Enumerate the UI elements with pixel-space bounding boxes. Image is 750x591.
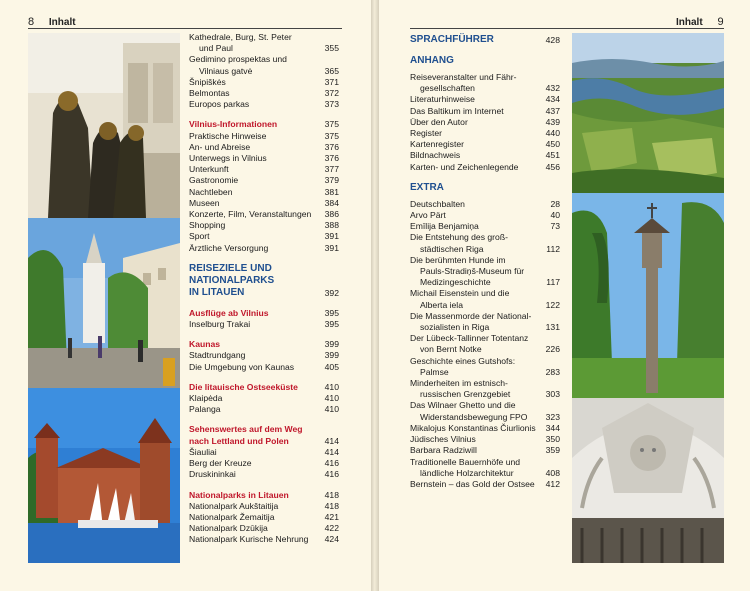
photo-vilnius-street — [28, 218, 180, 388]
right-running-head — [676, 16, 724, 28]
toc-entry[interactable]: Deutschbalten 28 — [410, 198, 560, 209]
toc-entry[interactable]: gesellschaften 432 — [420, 83, 560, 94]
toc-entry[interactable]: Praktische Hinweise 375 — [189, 130, 339, 141]
toc-section-heading[interactable]: Die litauische Ostseeküste 410 — [189, 381, 339, 392]
toc-entry[interactable]: Der Lübeck-Tallinner Totentanz — [410, 333, 529, 344]
toc-entry[interactable]: Das Wilnaer Ghetto und die — [410, 400, 516, 411]
toc-entry[interactable]: Alberta iela 122 — [420, 299, 560, 310]
toc-main-heading[interactable]: ANHANG — [410, 55, 454, 66]
toc-entry[interactable]: Bernstein – das Gold der Ostsee 412 — [410, 478, 560, 489]
toc-entry[interactable]: Literaturhinweise 434 — [410, 94, 560, 105]
toc-entry[interactable]: Konzerte, Film, Veranstaltungen 386 — [189, 209, 339, 220]
left-running-head — [28, 16, 76, 28]
toc-entry[interactable]: Die Entstehung des groß- — [410, 232, 508, 243]
toc-entry[interactable]: Das Baltikum im Internet 437 — [410, 105, 560, 116]
toc-entry[interactable]: Arvo Pärt 40 — [410, 210, 560, 221]
toc-entry[interactable]: Nationalpark Žemaitija 421 — [189, 511, 339, 522]
left-header-rule — [28, 28, 342, 29]
right-header-rule — [410, 28, 724, 29]
toc-main-heading[interactable]: SPRACHFÜHRER 428 — [410, 34, 560, 45]
toc-entry[interactable]: Palanga 410 — [189, 404, 339, 415]
toc-entry[interactable]: von Bernt Notke 226 — [420, 344, 560, 355]
toc-entry[interactable]: Medizingeschichte 117 — [420, 277, 560, 288]
toc-entry[interactable]: Gastronomie 379 — [189, 175, 339, 186]
toc-entry[interactable]: Die berühmten Hunde im — [410, 254, 506, 265]
toc-entry[interactable]: Mikalojus Konstantinas Čiurlionis 344 — [410, 422, 560, 433]
toc-entry[interactable]: An- und Abreise 376 — [189, 141, 339, 152]
toc-entry[interactable]: Inselburg Trakai 395 — [189, 319, 339, 330]
toc-entry[interactable]: Gedimino prospektas und — [189, 54, 287, 65]
toc-entry[interactable]: russischen Grenzgebiet 303 — [420, 389, 560, 400]
toc-entry[interactable]: Klaipėda 410 — [189, 393, 339, 404]
toc-entry[interactable]: Emīlija Benjamiņa 73 — [410, 221, 560, 232]
toc-entry[interactable]: Nationalpark Aukštaitija 418 — [189, 500, 339, 511]
toc-section-heading[interactable]: Vilnius-Informationen 375 — [189, 119, 339, 130]
toc-entry[interactable]: Geschichte eines Gutshofs: — [410, 355, 516, 366]
toc-entry[interactable]: Kathedrale, Burg, St. Peter — [189, 32, 292, 42]
toc-entry[interactable]: Ärztliche Versorgung 391 — [189, 242, 339, 253]
toc-entry[interactable]: städtischen Riga 112 — [420, 243, 560, 254]
toc-entry[interactable]: Šnipiškės 371 — [189, 76, 339, 87]
toc-main-heading[interactable]: REISEZIELE UND NATIONALPARKS IN LITAUEN 392 — [189, 262, 339, 298]
right-page-number: 9 — [717, 16, 724, 28]
toc-entry[interactable]: Berg der Kreuze 416 — [189, 458, 339, 469]
toc-entry[interactable]: Karten- und Zeichenlegende 456 — [410, 161, 560, 172]
toc-entry[interactable]: Pauls-Stradiņš-Museum für — [420, 266, 525, 277]
toc-section-heading[interactable]: Sehenswertes auf dem Weg — [189, 424, 303, 435]
toc-entry[interactable]: Register 440 — [410, 128, 560, 139]
toc-section-heading[interactable]: Ausflüge ab Vilnius 395 — [189, 307, 339, 318]
toc-entry[interactable]: Unterwegs in Vilnius 376 — [189, 153, 339, 164]
toc-entry[interactable]: Die Umgebung von Kaunas 405 — [189, 361, 339, 372]
toc-entry[interactable]: Reiseveranstalter und Fähr- — [410, 72, 517, 82]
toc-entry[interactable]: Sport 391 — [189, 231, 339, 242]
toc-entry[interactable]: Europos parkas 373 — [189, 99, 339, 110]
toc-entry[interactable]: Michail Eisenstein und die — [410, 288, 510, 299]
toc-entry[interactable]: Bildnachweis 451 — [410, 150, 560, 161]
right-toc — [410, 34, 560, 490]
photo-baroque-ornament — [572, 398, 724, 563]
toc-entry[interactable]: Belmontas 372 — [189, 88, 339, 99]
toc-entry[interactable]: Nachtleben 381 — [189, 186, 339, 197]
toc-entry[interactable]: Über den Autor 439 — [410, 116, 560, 127]
right-running-title: Inhalt — [676, 17, 703, 28]
toc-entry[interactable]: Jüdisches Vilnius 350 — [410, 434, 560, 445]
toc-entry[interactable]: Stadtrundgang 399 — [189, 350, 339, 361]
photo-wooden-shrine — [572, 193, 724, 398]
book-gutter — [371, 0, 379, 591]
toc-section-heading[interactable]: Nationalparks in Litauen 418 — [189, 489, 339, 500]
toc-entry[interactable]: Widerstandsbewegung FPO 323 — [420, 411, 560, 422]
toc-section-heading[interactable]: Kaunas 399 — [189, 339, 339, 350]
left-toc — [189, 32, 339, 546]
toc-entry[interactable]: Traditionelle Bauernhöfe und — [410, 456, 521, 467]
toc-entry[interactable]: und Paul 355 — [199, 43, 339, 54]
toc-entry[interactable]: Palmse 283 — [420, 366, 560, 377]
left-running-title: Inhalt — [48, 17, 76, 28]
toc-entry[interactable]: Barbara Radziwill 359 — [410, 445, 560, 456]
toc-entry[interactable]: Shopping 388 — [189, 220, 339, 231]
photo-bronze-statues — [28, 33, 180, 218]
toc-entry[interactable]: ländliche Holzarchitektur 408 — [420, 467, 560, 478]
toc-entry[interactable]: Museen 384 — [189, 197, 339, 208]
photo-lake-landscape — [572, 33, 724, 193]
toc-section-heading[interactable]: nach Lettland und Polen 414 — [189, 435, 339, 446]
toc-entry[interactable]: Nationalpark Kurische Nehrung 424 — [189, 534, 339, 545]
toc-entry[interactable]: Vilniaus gatvė 365 — [199, 65, 339, 76]
left-page-number: 8 — [28, 16, 35, 28]
toc-entry[interactable]: Die Massenmorde der National- — [410, 310, 532, 321]
toc-entry[interactable]: Unterkunft 377 — [189, 164, 339, 175]
toc-entry[interactable]: Nationalpark Dzūkija 422 — [189, 523, 339, 534]
toc-main-heading[interactable]: EXTRA — [410, 181, 444, 193]
toc-entry[interactable]: Kartenregister 450 — [410, 139, 560, 150]
photo-trakai-castle — [28, 388, 180, 563]
toc-entry[interactable]: Druskininkai 416 — [189, 469, 339, 480]
toc-entry[interactable]: sozialisten in Riga 131 — [420, 322, 560, 333]
toc-entry[interactable]: Minderheiten im estnisch- — [410, 378, 508, 389]
toc-entry[interactable]: Šiauliai 414 — [189, 446, 339, 457]
